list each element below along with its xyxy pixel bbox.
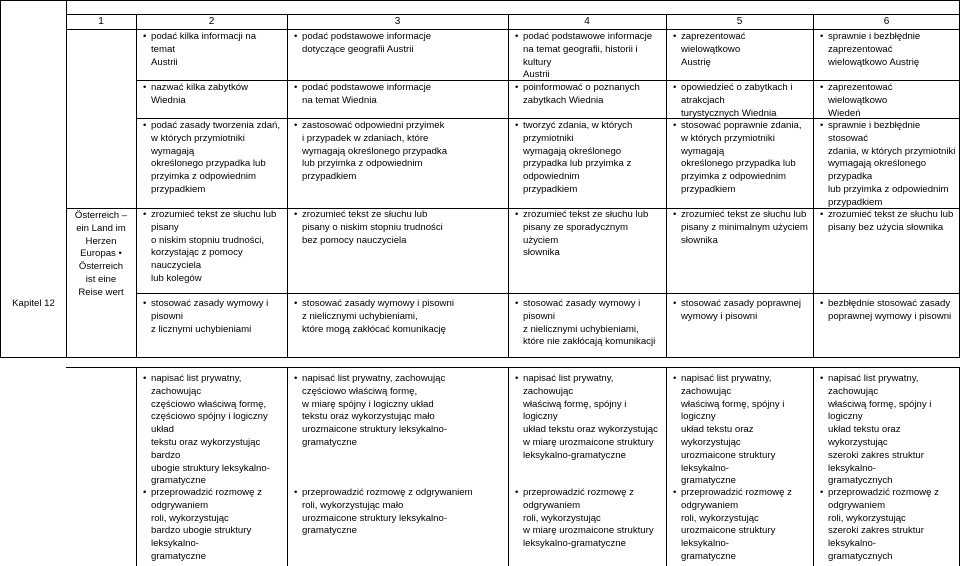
criteria-text: podać zasady tworzenia zdań, w których przymiotniki wymagają określonego przypadka lub przyimka z odpowiednim przypadkiem <box>151 120 281 195</box>
bullet-icon: • <box>294 373 298 384</box>
column-number: 5 <box>736 16 743 27</box>
grid-line <box>136 367 137 566</box>
bullet-icon: • <box>143 209 147 220</box>
bullet-icon: • <box>673 120 677 131</box>
bullet-icon: • <box>820 373 824 384</box>
criteria-text: stosować zasady wymowy i pisowni z licznymi uchybieniami <box>151 298 269 335</box>
criteria-text: stosować zasady poprawnej wymowy i pisowni <box>681 298 801 322</box>
criteria-text: przeprowadzić rozmowę z odgrywaniem roli, wykorzystując urozmaicone struktury leksykalno- gramatyczne <box>681 487 792 562</box>
bullet-icon: • <box>294 120 298 131</box>
grid-line <box>287 14 288 358</box>
bullet-icon: • <box>820 120 824 131</box>
bullet-icon: • <box>294 209 298 220</box>
criteria-text: poinformować o poznanych zabytkach Wiednia <box>523 82 640 106</box>
bullet-icon: • <box>515 82 519 93</box>
criteria-text: podać podstawowe informacje dotyczące geografii Austrii <box>302 31 432 55</box>
bullet-icon: • <box>143 31 147 42</box>
criteria-text: zrozumieć tekst ze słuchu lub pisany ze sporadycznym użyciem słownika <box>523 209 649 259</box>
criteria-text: zaprezentować wielowątkowo Wiedeń <box>828 82 893 119</box>
bullet-icon: • <box>515 120 519 131</box>
bullet-icon: • <box>820 298 824 309</box>
grid-line <box>66 367 960 368</box>
criteria-text: sprawnie i bezbłędnie stosować zdania, w których przymiotniki wymagają określonego przypadka lub przyimka z odpowiednim przypadkiem <box>828 120 956 208</box>
grid-line <box>66 29 960 30</box>
criteria-text: sprawnie i bezbłędnie zaprezentować wielowątkowo Austrię <box>828 31 921 68</box>
grid-line <box>813 367 814 566</box>
criteria-text: zrozumieć tekst ze słuchu lub pisany o niskim stopniu trudności, korzystając z pomocy nauczyciela lub kolegów <box>151 209 277 284</box>
criteria-text: zrozumieć tekst ze słuchu lub pisany bez użycia słownika <box>828 209 954 233</box>
bullet-icon: • <box>673 31 677 42</box>
grid-line <box>508 367 509 566</box>
criteria-text: stosować zasady wymowy i pisowni z nielicznymi uchybieniami, które nie zakłócają komunikacji <box>523 298 656 348</box>
bullet-icon: • <box>294 82 298 93</box>
bullet-icon: • <box>294 487 298 498</box>
criteria-text: zrozumieć tekst ze słuchu lub pisany z minimalnym użyciem słownika <box>681 209 808 246</box>
criteria-text: zrozumieć tekst ze słuchu lub pisany o niskim stopniu trudności bez pomocy nauczyciela <box>302 209 443 246</box>
bullet-icon: • <box>143 487 147 498</box>
grid-line <box>0 357 960 358</box>
grid-line <box>136 14 137 358</box>
criteria-text: stosować poprawnie zdania, w których przymiotniki wymagają określonego przypadka lub przyimka z odpowiednim przypadkiem <box>681 120 802 195</box>
criteria-text: opowiedzieć o zabytkach i atrakcjach turystycznych Wiednia <box>681 82 793 119</box>
criteria-text: napisać list prywatny, zachowując częściowo właściwą formę, częściowo spójny i logiczny układ tekstu oraz wykorzystując bardzo ubogie struktury leksykalno- gramatyczne <box>151 373 270 487</box>
grid-line <box>666 367 667 566</box>
criteria-text: napisać list prywatny, zachowując częściowo właściwą formę, w miarę spójny i logiczny układ tekstu oraz wykorzystując mało urozmaicone struktury leksykalno- gramatyczne <box>302 373 448 448</box>
chapter-label: Kapitel 12 <box>12 298 55 309</box>
grid-line <box>813 14 814 358</box>
bullet-icon: • <box>143 82 147 93</box>
bullet-icon: • <box>143 120 147 131</box>
criteria-text: przeprowadzić rozmowę z odgrywaniem roli, wykorzystując bardzo ubogie struktury leksykalno- gramatyczne <box>151 487 262 562</box>
topic-label: Österreich – ein Land im Herzen Europas • Österreich ist eine Reise wert <box>74 210 128 298</box>
criteria-text: przeprowadzić rozmowę z odgrywaniem roli, wykorzystując mało urozmaicone struktury leksykalno- gramatyczne <box>302 487 473 537</box>
grid-line <box>136 293 960 294</box>
criteria-text: bezbłędnie stosować zasady poprawnej wymowy i pisowni <box>828 298 952 322</box>
grid-line <box>508 14 509 358</box>
bullet-icon: • <box>515 373 519 384</box>
criteria-text: zaprezentować wielowątkowo Austrię <box>681 31 746 68</box>
grid-line <box>66 14 960 15</box>
criteria-text: napisać list prywatny, zachowując właściwą formę, spójny i logiczny układ tekstu oraz wykorzystując urozmaicone struktury leksykalno- gramatyczne <box>681 373 785 487</box>
grid-line <box>0 0 960 1</box>
criteria-text: stosować zasady wymowy i pisowni z nielicznymi uchybieniami, które mogą zakłócać komunikację <box>302 298 454 335</box>
column-number: 4 <box>584 16 590 27</box>
grid-line <box>287 367 288 566</box>
bullet-icon: • <box>515 487 519 498</box>
bullet-icon: • <box>673 373 677 384</box>
criteria-text: przeprowadzić rozmowę z odgrywaniem roli, wykorzystując w miarę urozmaicone struktury leksykalno-gramatyczne <box>523 487 654 550</box>
criteria-text: podać kilka informacji na temat Austrii <box>151 31 257 68</box>
bullet-icon: • <box>143 298 147 309</box>
bullet-icon: • <box>820 82 824 93</box>
criteria-text: podać podstawowe informacje na temat geografii, historii i kultury Austrii <box>523 31 653 81</box>
grid-line <box>666 14 667 358</box>
bullet-icon: • <box>515 209 519 220</box>
column-number: 6 <box>883 16 890 27</box>
bullet-icon: • <box>143 373 147 384</box>
bullet-icon: • <box>294 31 298 42</box>
bullet-icon: • <box>673 298 677 309</box>
bullet-icon: • <box>820 487 824 498</box>
bullet-icon: • <box>673 487 677 498</box>
column-number: 2 <box>208 16 215 27</box>
criteria-text: zastosować odpowiedni przyimek i przypadek w zdaniach, które wymagają określonego przypadka lub przyimka z odpowiednim przypadkiem <box>302 120 448 183</box>
bullet-icon: • <box>515 31 519 42</box>
criteria-text: przeprowadzić rozmowę z odgrywaniem roli, wykorzystując szeroki zakres struktur leksykalno- gramatycznych <box>828 487 939 562</box>
bullet-icon: • <box>673 209 677 220</box>
bullet-icon: • <box>820 31 824 42</box>
criteria-text: napisać list prywatny, zachowując właściwą formę, spójny i logiczny układ tekstu oraz wykorzystując w miarę urozmaicone struktury leksykalno-gramatyczne <box>523 373 658 461</box>
bullet-icon: • <box>673 82 677 93</box>
bullet-icon: • <box>820 209 824 220</box>
bullet-icon: • <box>515 298 519 309</box>
bullet-icon: • <box>294 298 298 309</box>
column-number: 1 <box>98 16 104 27</box>
criteria-text: podać podstawowe informacje na temat Wiednia <box>302 82 432 106</box>
grid-line <box>66 0 67 358</box>
column-number: 3 <box>394 16 401 27</box>
criteria-text: napisać list prywatny, zachowując właściwą formę, spójny i logiczny układ tekstu oraz wykorzystując szeroki zakres struktur leksykalno- gramatycznych <box>828 373 932 487</box>
criteria-text: tworzyć zdania, w których przymiotniki wymagają określonego przypadka lub przyimka z odpowiednim przypadkiem <box>523 120 633 195</box>
criteria-text: nazwać kilka zabytków Wiednia <box>151 82 249 106</box>
